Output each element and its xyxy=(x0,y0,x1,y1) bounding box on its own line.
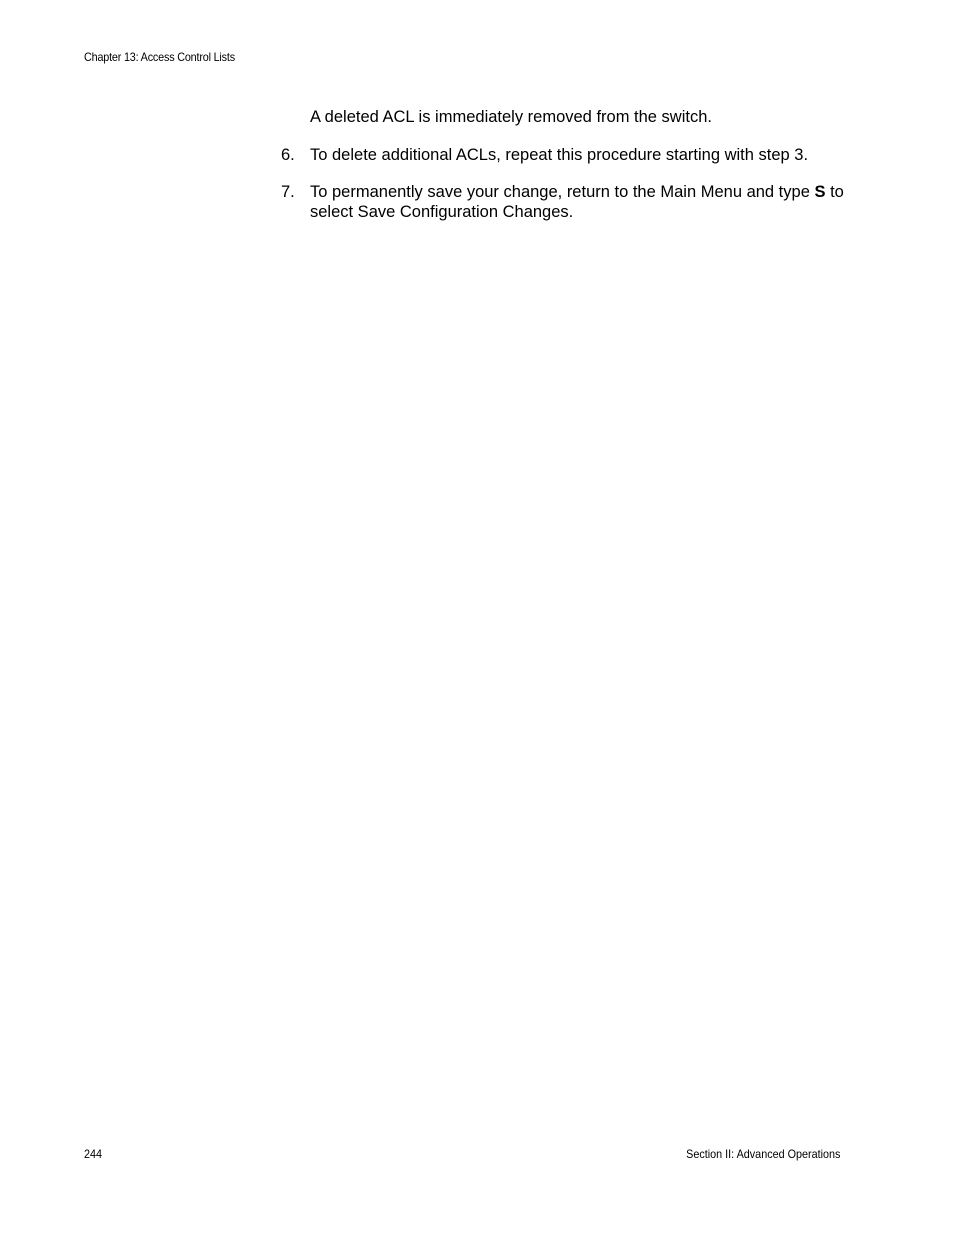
page-number: 244 xyxy=(84,1147,103,1161)
step-6 xyxy=(281,145,861,165)
page-body xyxy=(281,107,861,239)
step-text: To delete additional ACLs, repeat this procedure starting with step 3. xyxy=(310,146,809,164)
step-text-before: To permanently save your change, return to the Main Menu and type xyxy=(310,183,815,201)
save-key: S xyxy=(814,183,826,201)
deleted-acl-note: A deleted ACL is immediately removed from the switch. xyxy=(310,108,712,126)
section-title: Section II: Advanced Operations xyxy=(685,1147,840,1161)
running-header: Chapter 13: Access Control Lists xyxy=(84,50,235,64)
step-text-after: to select Save Configuration Changes. xyxy=(310,183,844,221)
step-text xyxy=(310,182,861,222)
step-number: 7. xyxy=(281,183,295,201)
step-7 xyxy=(281,182,861,222)
step-number: 6. xyxy=(281,146,295,164)
